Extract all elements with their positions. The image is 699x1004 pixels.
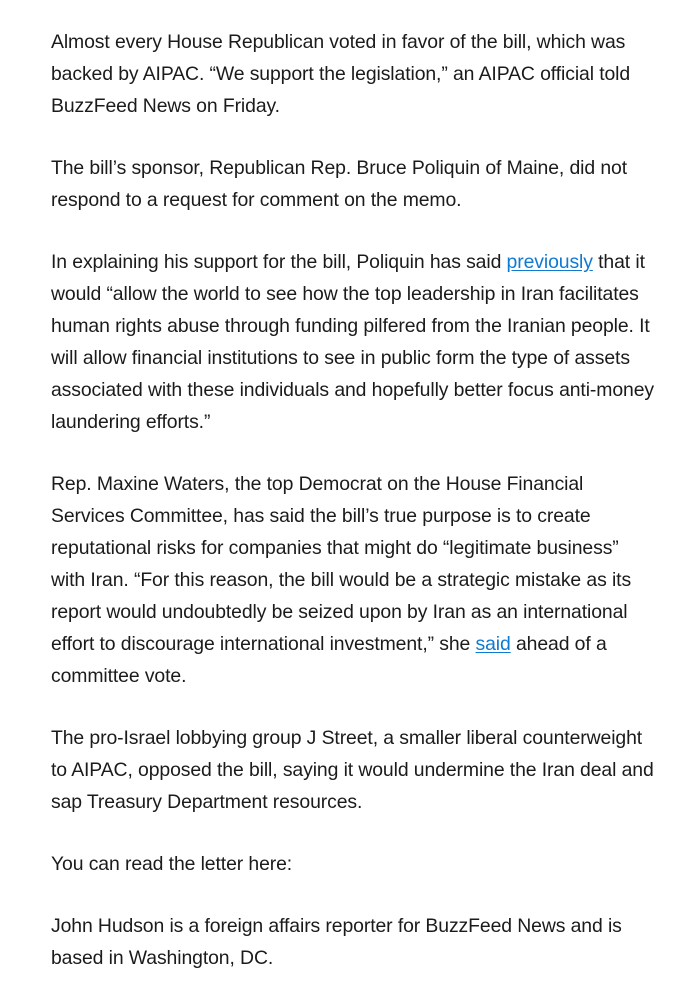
paragraph-j-street: The pro-Israel lobbying group J Street, a smaller liberal counterweight to AIPAC, opposed the bill, saying it would undermine the Iran deal and sap Treasury Department resources.	[51, 727, 654, 813]
paragraph-text: Rep. Maxine Waters, the top Democrat on the House Financial Services Committee, has said the bill’s true purpose is to create reputational risks for companies that might do “legitimate business” with Iran. “For this reason, the bill would be a strategic mistake as its report would undoubtedly be seized upon by Iran as an international effort to discourage international investment,” she	[51, 473, 632, 655]
previously-link[interactable]: previously	[506, 251, 593, 273]
paragraph-author-bio: John Hudson is a foreign affairs reporter for BuzzFeed News and is based in Washington, DC.	[51, 915, 622, 969]
paragraph-text: ahead of a committee vote.	[51, 633, 607, 687]
said-link[interactable]: said	[475, 633, 511, 655]
paragraph-text: In explaining his support for the bill, Poliquin has said	[51, 251, 507, 273]
paragraph-waters-quote	[51, 468, 655, 692]
paragraph-bill-sponsor: The bill’s sponsor, Republican Rep. Bruce Poliquin of Maine, did not respond to a request for comment on the memo.	[51, 157, 627, 211]
paragraph-text: that it would “allow the world to see how the top leadership in Iran facilitates human rights abuse through funding pilfered from the Iranian people. It will allow financial institutions to see in public form the type of assets associated with these individuals and hopefully better focus anti-money laundering efforts.”	[51, 251, 654, 433]
paragraph-poliquin-quote	[51, 246, 655, 438]
paragraph-read-letter: You can read the letter here:	[51, 853, 293, 875]
paragraph-aipac-support: Almost every House Republican voted in favor of the bill, which was backed by AIPAC. “We support the legislation,” an AIPAC official told BuzzFeed News on Friday.	[51, 31, 631, 117]
article-body	[51, 26, 655, 1004]
